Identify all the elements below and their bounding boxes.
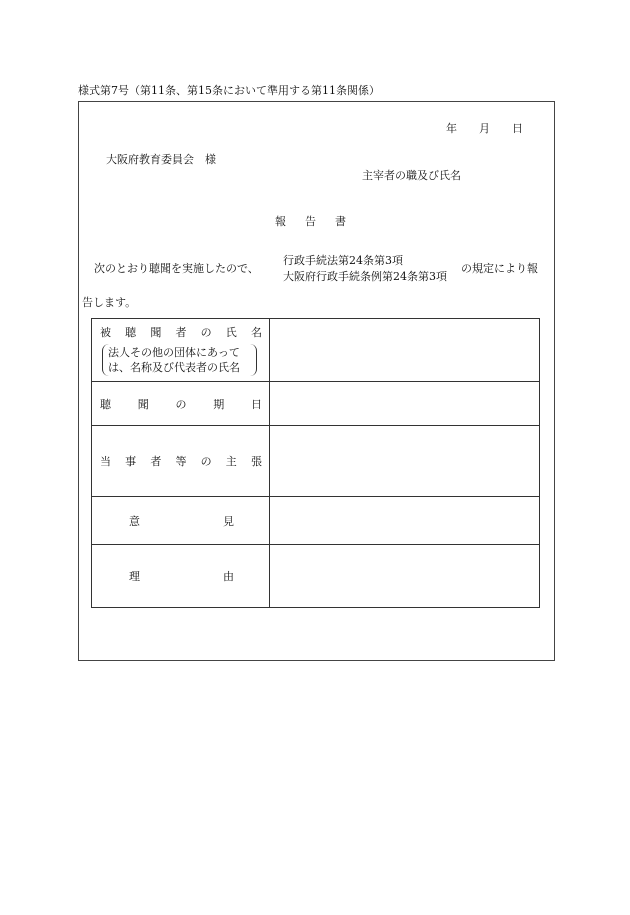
label-char: 者 [175, 326, 187, 339]
note-line-1: 法人その他の団体にあって [108, 346, 240, 359]
document-title-char: 告 [305, 215, 316, 228]
table-row-reason [92, 545, 540, 608]
reason-label [92, 568, 269, 584]
party-claims-value-cell[interactable] [270, 426, 540, 497]
label-char: 見 [223, 514, 234, 528]
hearing-date-label [92, 396, 269, 412]
label-char: 聴 [100, 397, 111, 411]
body-text-tail: の規定により報 [461, 262, 538, 275]
label-char: 名 [250, 326, 262, 339]
body-law-reference-2: 大阪府行政手続条例第24条第3項 [283, 270, 447, 283]
label-char: 理 [129, 570, 140, 583]
form-number-title: 様式第7号（第11条、第15条において準用する第11条関係） [78, 84, 380, 97]
label-char: 期 [213, 397, 225, 411]
date-day-label: 日 [512, 122, 523, 135]
hearing-date-label-cell [92, 382, 270, 426]
document-title-char: 報 [275, 215, 286, 228]
body-text-lead: 次のとおり聴聞を実施したので、 [94, 262, 259, 275]
table-row-opinion [92, 497, 540, 545]
opinion-label [92, 513, 269, 529]
label-char: 聞 [137, 397, 149, 411]
date-month-label: 月 [479, 122, 490, 135]
label-char: 氏 [225, 326, 237, 339]
date-line [446, 123, 523, 134]
table-row-respondent [92, 319, 540, 382]
hearing-date-value-cell[interactable] [270, 382, 540, 426]
label-char: 被 [100, 326, 111, 339]
respondent-name-label-cell [92, 319, 270, 382]
opinion-label-cell [92, 497, 270, 545]
label-char: 日 [251, 397, 262, 411]
reason-value-cell[interactable] [270, 545, 540, 608]
respondent-name-note [102, 344, 257, 376]
opinion-value-cell[interactable] [270, 497, 540, 545]
label-char: 由 [223, 570, 234, 583]
label-char: 意 [129, 514, 140, 528]
party-claims-label [92, 453, 269, 469]
party-claims-label-cell [92, 426, 270, 497]
label-char: 事 [125, 455, 137, 468]
label-char: の [200, 455, 212, 468]
respondent-name-label [92, 324, 269, 340]
label-char: の [175, 397, 187, 411]
label-char: 等 [175, 455, 187, 468]
note-line-2: は、名称及び代表者の氏名 [108, 361, 240, 374]
document-title [275, 216, 346, 227]
date-year-label: 年 [446, 122, 457, 135]
body-text-continuation: 告します。 [82, 296, 137, 309]
document-title-char: 書 [335, 215, 346, 228]
label-char: 聞 [150, 326, 162, 339]
organizer-title-and-name: 主宰者の職及び氏名 [362, 169, 461, 182]
respondent-name-value-cell[interactable] [270, 319, 540, 382]
addressee: 大阪府教育委員会 様 [106, 153, 216, 166]
label-char: 当 [100, 455, 111, 468]
table-row-hearing-date [92, 382, 540, 426]
label-char: の [200, 326, 212, 339]
label-char: 者 [150, 455, 162, 468]
body-law-reference-1: 行政手続法第24条第3項 [283, 254, 403, 267]
label-char: 主 [225, 455, 237, 468]
table-row-party-claims [92, 426, 540, 497]
label-char: 張 [250, 455, 262, 468]
reason-label-cell [92, 545, 270, 608]
report-table [91, 318, 540, 608]
label-char: 聴 [125, 326, 137, 339]
